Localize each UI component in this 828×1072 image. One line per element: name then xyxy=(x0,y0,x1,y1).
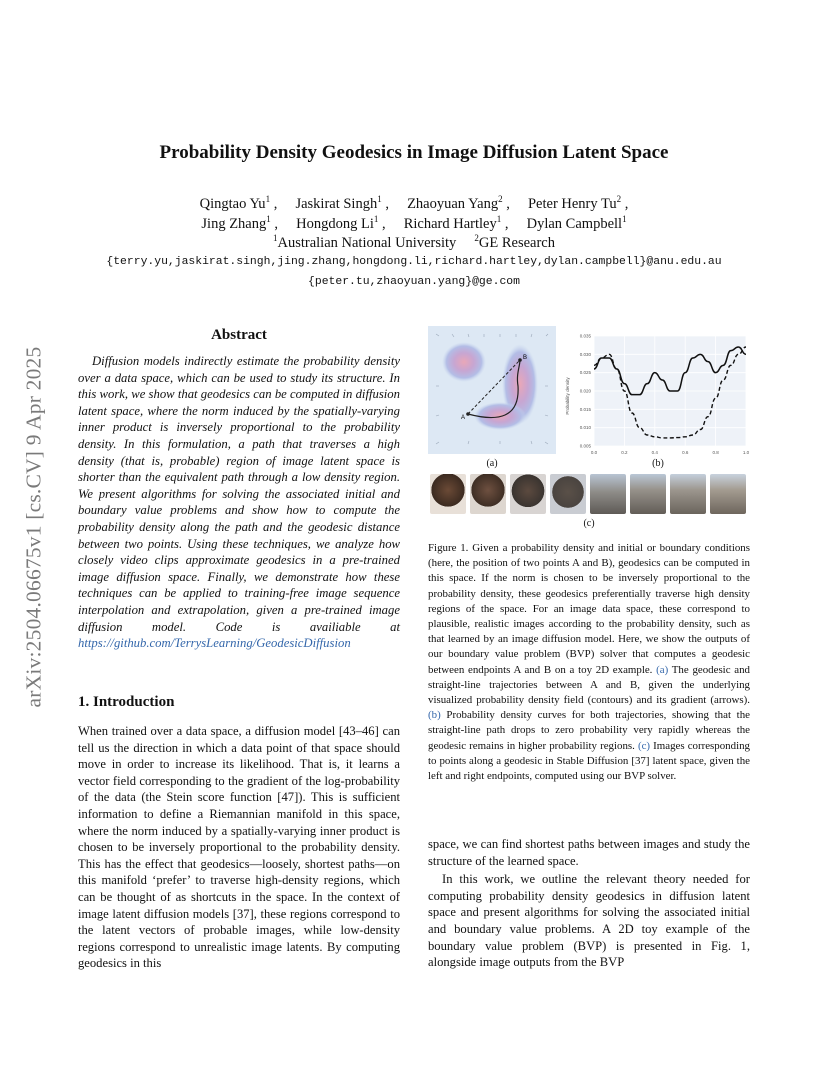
paragraph: space, we can find shortest paths between images and study the structure of the learned space. xyxy=(428,837,750,868)
interpolated-image xyxy=(590,474,626,514)
caption-ref-b[interactable]: (b) xyxy=(428,709,441,722)
figure-1a-density-plot xyxy=(428,326,556,454)
interpolated-image xyxy=(710,474,746,514)
subfigure-a-label: (a) xyxy=(486,458,498,469)
section-heading: 1. Introduction xyxy=(78,694,175,710)
interpolated-image xyxy=(670,474,706,514)
y-tick-label: 0.005 xyxy=(579,443,591,449)
x-tick-label: 1.0 xyxy=(742,450,750,455)
author: Hongdong Li$^1$ , xyxy=(296,214,401,232)
y-tick-label: 0.010 xyxy=(579,425,591,431)
abstract-heading: Abstract xyxy=(211,327,267,343)
y-tick-label: 0.030 xyxy=(579,351,591,357)
abstract-body: Diffusion models indirectly estimate the probability density over a data space, which can be used to study its structure. In this work, we show that geodesics can be computed in diffusion latent space, where the norm induced by the spatially-varying inner product is inversely proportional to the probability density. In this formulation, a path that traverses a high density (that is, probable) region of image latent space is shorter than the equivalent path through a low density region. We present algorithms for solving the associated initial and boundary value problems and show how to compute the probability density along the path and the geodesic distance between two points. Using these techniques, we analyze how closely video clips approximate geodesics in a pre-trained image diffusion space. Finally, we demonstrate how these techniques can be applied to training-free image sequence interpolation and extrapolation, given a pre-trained image diffusion model. Code is availiable at https://github.com/TerrysLearning/GeodesicDiffusion xyxy=(78,354,400,651)
interpolated-image xyxy=(430,474,466,514)
y-axis-label: Probability density xyxy=(565,377,570,415)
author: Qingtao Yu$^1$ , xyxy=(199,194,292,212)
x-tick-label: 0.8 xyxy=(712,450,719,455)
y-tick-label: 0.035 xyxy=(579,333,591,339)
figure-1c-image-strip xyxy=(430,474,746,514)
caption-ref-a[interactable]: (a) xyxy=(656,663,669,676)
paragraph: In this work, we outline the relevant theory needed for computing probability density geodesics in diffusion latent space and present algorithms for solving the associated initial and boundary value problems. A 2D toy example of the boundary value problem (BVP) is presented in Fig. 1, alongside image outputs from the BVP xyxy=(428,872,750,970)
figure-1b-density-chart xyxy=(562,328,754,458)
interpolated-image xyxy=(510,474,546,514)
author: Dylan Campbell$^1$ xyxy=(526,214,627,232)
paper-title: Probability Density Geodesics in Image Diffusion Latent Space xyxy=(159,142,669,163)
density-blob xyxy=(442,342,486,382)
interpolated-image xyxy=(470,474,506,514)
y-tick-label: 0.020 xyxy=(579,388,591,394)
intro-paragraph: When trained over a data space, a diffusion model [43–46] can tell us the direction in which a data point of that space should move in order to increase its likelihood. That is, it learns a vector field corresponding to the gradient of the log-probability of the data (the Stein score function [47]). This is sufficient information to define a Riemannian manifold in this space, where the norm induced by a spatially-varying inner product is chosen to be inversely proportional to the probability density. This has the effect that geodesics—loosely, shortest paths—on this manifold ‘prefer’ to traverse high-density regions, which can be thought of as shortcuts in the space. In the context of image latent diffusion models [37], these regions correspond to the latent vectors of probable images, while low-density regions correspond to unrealistic image latents. By computing geodesics in this xyxy=(78,724,400,971)
x-tick-label: 0.6 xyxy=(682,450,689,455)
figure-caption: Figure 1. Given a probability density and initial or boundary conditions (here, the position of two points A and B), geodesics can be computed in this space. If the norm is chosen to be inversely proportional to the probability density, these geodesics preferentially traverse high density regions of the space. For an image data space, these correspond to plausible, realistic images according to the probability density, such as that learned by an image diffusion model. Here, we show the outputs of our boundary value problem (BVP) solver that computes a geodesic between endpoints A and B on a toy 2D example. (a) The geodesic and straight-line trajectories between A and B, given the underlying visualized probability density field (contours) and its gradient (arrows). (b) Probability density curves for both trajectories, showing that the straight-line path drops to zero probability very rapidly whereas the geodesic remains in higher probability regions. (c) Images corresponding to points along a geodesic in Stable Diffusion [37] latent space, given the left and right endpoints, computed using our BVP solver. xyxy=(428,542,750,783)
authors-line-1 xyxy=(0,194,828,213)
author: Jing Zhang$^1$ , xyxy=(201,214,293,232)
interpolated-image xyxy=(550,474,586,514)
author: Jaskirat Singh$^1$ , xyxy=(295,194,404,212)
right-column-text xyxy=(428,836,750,971)
subfigure-c-label: (c) xyxy=(583,518,595,529)
caption-ref-c[interactable]: (c) xyxy=(637,739,651,752)
x-tick-label: 0.0 xyxy=(590,450,598,455)
author: Richard Hartley$^1$ , xyxy=(403,214,523,232)
point-a-label: A xyxy=(461,415,466,421)
author: Peter Henry Tu$^2$ , xyxy=(527,194,629,212)
point-b-label: B xyxy=(523,355,528,361)
interpolated-image xyxy=(630,474,666,514)
author: Zhaoyuan Yang$^2$ , xyxy=(407,194,525,212)
y-tick-label: 0.015 xyxy=(579,406,591,412)
point-a-marker xyxy=(466,412,470,416)
code-link[interactable]: https://github.com/TerrysLearning/GeodesicDiffusion xyxy=(78,636,351,651)
density-blob xyxy=(474,402,526,430)
y-tick-label: 0.025 xyxy=(579,370,591,376)
x-tick-label: 0.4 xyxy=(651,450,658,455)
arxiv-identifier: arXiv:2504.06675v1 [cs.CV] 9 Apr 2025 xyxy=(21,346,46,708)
email-line-2: {peter.tu,zhaoyuan.yang}@ge.com xyxy=(308,276,520,288)
authors-line-2 xyxy=(0,214,828,233)
email-line-1: {terry.yu,jaskirat.singh,jing.zhang,hongdong.li,richard.hartley,dylan.campbell}@anu.edu.au xyxy=(106,256,722,268)
point-b-marker xyxy=(518,358,522,362)
x-tick-label: 0.2 xyxy=(621,450,628,455)
subfigure-b-label: (b) xyxy=(652,458,664,469)
affiliations: $^1$Australian National University $^2$GE Research xyxy=(272,233,555,251)
